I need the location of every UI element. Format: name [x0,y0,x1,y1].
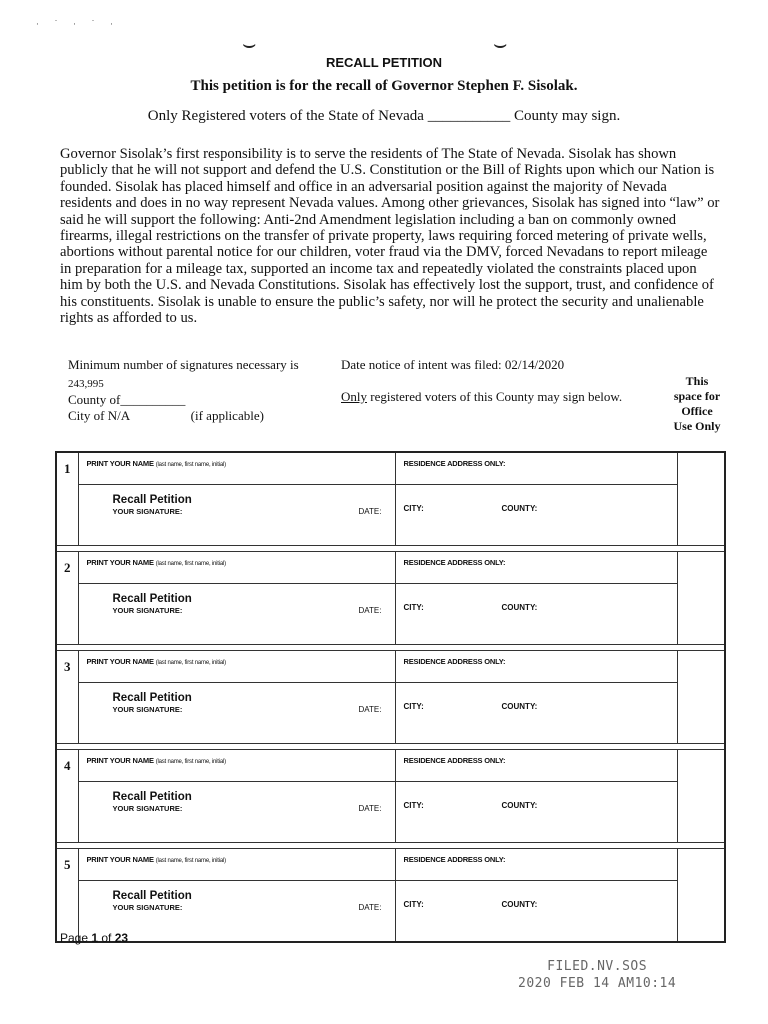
residence-label: RESIDENCE ADDRESS ONLY: [403,459,506,468]
your-signature-label: YOUR SIGNATURE: [112,903,183,912]
if-applicable-note: (if applicable) [190,408,264,423]
office-use-cell [677,750,725,843]
your-signature-label: YOUR SIGNATURE: [112,705,183,714]
print-name-field[interactable] [78,750,395,782]
signature-field[interactable] [78,485,395,546]
signature-entry-body [56,782,725,843]
stamp-line-2: 2020 FEB 14 AM10:14 [518,976,677,991]
city-label: CITY: [403,504,424,513]
scan-specks: · ˙ · ˙ · [36,20,120,30]
print-name-label: PRINT YOUR NAME [86,855,154,864]
print-name-hint: (last name, first name, initial) [155,660,226,666]
print-name-label-wrap [79,651,395,666]
county-label: COUNTY: [501,504,538,513]
print-name-label-wrap [79,750,395,765]
city-field: City of N/A [68,408,130,423]
signature-field[interactable] [78,683,395,744]
only-emphasis: Only [341,389,367,404]
city-label: CITY: [403,603,424,612]
residence-label: RESIDENCE ADDRESS ONLY: [403,558,506,567]
signature-entry-body [56,584,725,645]
signature-entry-header [56,552,725,584]
page-total: 23 [114,931,129,945]
petition-title: RECALL PETITION [325,55,443,70]
residence-address-field[interactable] [395,552,677,584]
city-label: CITY: [403,900,424,909]
residence-address-field[interactable] [395,452,677,485]
office-use-cell [677,452,725,546]
date-filed: Date notice of intent was filed: 02/14/2020 [341,357,565,372]
scan-mark-right: ⌣ [493,32,508,57]
city-label: CITY: [403,702,424,711]
print-name-label-wrap [79,849,395,864]
office-use-cell [677,552,725,645]
residence-label: RESIDENCE ADDRESS ONLY: [403,855,506,864]
city-county-field[interactable] [395,584,677,645]
page-of: of [98,931,115,945]
print-name-field[interactable] [78,452,395,485]
min-signatures-value: 243,995 [68,378,104,390]
your-signature-label: YOUR SIGNATURE: [112,606,183,615]
print-name-field[interactable] [78,849,395,881]
office-use-line: This [685,374,709,388]
print-name-hint: (last name, first name, initial) [155,462,226,468]
office-use-cell [677,849,725,943]
office-use-line: Office [681,404,713,418]
registered-voters-note [341,389,651,405]
recall-petition-label: Recall Petition [112,593,192,605]
signature-entry-header [56,452,725,485]
office-use-cell [677,651,725,744]
print-name-hint: (last name, first name, initial) [155,561,226,567]
city-county-field[interactable] [395,881,677,943]
office-use-line: space for [673,389,721,403]
petition-subtitle: This petition is for the recall of Governor Stephen F. Sisolak. [190,78,578,94]
print-name-field[interactable] [78,552,395,584]
residence-label: RESIDENCE ADDRESS ONLY: [403,756,506,765]
signature-entry-header [56,651,725,683]
signature-field[interactable] [78,782,395,843]
page-prefix: Page [60,931,92,945]
city-row [68,408,328,424]
office-use-line: Use Only [673,419,721,433]
scan-mark-left: ⌣ [242,32,257,57]
print-name-label-wrap [79,453,395,468]
recall-petition-label: Recall Petition [112,890,192,902]
date-label: DATE: [358,705,382,714]
county-label: COUNTY: [501,801,538,810]
city-county-field[interactable] [395,782,677,843]
entry-number: 5 [56,849,78,943]
page-number [60,931,128,945]
county-label: COUNTY: [501,702,538,711]
residence-address-field[interactable] [395,651,677,683]
city-county-field[interactable] [395,485,677,546]
your-signature-label: YOUR SIGNATURE: [112,804,183,813]
signature-entry-body [56,485,725,546]
date-label: DATE: [358,507,382,516]
residence-address-field[interactable] [395,750,677,782]
signature-requirements [68,357,328,424]
recall-petition-label: Recall Petition [112,692,192,704]
county-field: County of__________ [68,392,186,407]
city-county-field[interactable] [395,683,677,744]
city-label: CITY: [403,801,424,810]
your-signature-label: YOUR SIGNATURE: [112,507,183,516]
entry-number: 3 [56,651,78,744]
filing-stamp [518,958,676,992]
signature-field[interactable] [78,584,395,645]
county-label: COUNTY: [501,603,538,612]
office-use-note [668,374,726,434]
entry-number: 4 [56,750,78,843]
print-name-field[interactable] [78,651,395,683]
date-label: DATE: [358,903,382,912]
entry-number: 2 [56,552,78,645]
residence-address-field[interactable] [395,849,677,881]
print-name-label: PRINT YOUR NAME [86,558,154,567]
signature-entry-body [56,881,725,943]
date-label: DATE: [358,606,382,615]
recall-petition-label: Recall Petition [112,494,192,506]
signature-entry-header [56,750,725,782]
registered-voters-text: registered voters of this County may sign below. [367,389,623,404]
signature-entry-body [56,683,725,744]
entry-number: 1 [56,452,78,546]
signature-entry-header [56,849,725,881]
signature-table [55,451,726,943]
print-name-label-wrap [79,552,395,567]
recall-petition-label: Recall Petition [112,791,192,803]
filing-info [341,357,651,405]
residence-label: RESIDENCE ADDRESS ONLY: [403,657,506,666]
print-name-label: PRINT YOUR NAME [86,657,154,666]
page-current: 1 [91,931,99,945]
county-label: COUNTY: [501,900,538,909]
stamp-line-1: FILED.NV.SOS [547,959,648,974]
min-signatures-label: Minimum number of signatures necessary is [68,357,299,372]
petition-statement: Governor Sisolak’s first responsibility is to serve the residents of The State of Nevada. Sisolak has shown publicly that he will not support and defend the U.S. Constitution or the Bill of Rights upon which our Nation is founded. Sisolak has placed himself and office in an adversarial position against the majority of Nevada residents and does in no way represent Nevada values. Among other grievances, Sisolak has signed into “law” or said he will support the following: Anti-2nd Amendment legislation including a ban on commonly owned firearms, illegal restrictions on the transfer of private property, laws requiring forced metering of private wells, abortions without parental notice for our children, voter fraud via the DMV, forced Nevadans to report mileage in preparation for a mileage tax, supported an income tax and repeatedly violated the constraints placed upon him by both the U.S. and Nevada Constitutions. Sisolak has effectively lost the support, trust, and confidence of his constituents. Sisolak is unable to ensure the public’s safety, nor will he protect the security and unalienable rights as afforded to us. [60,146,720,327]
print-name-hint: (last name, first name, initial) [155,858,226,864]
print-name-label: PRINT YOUR NAME [86,459,154,468]
date-label: DATE: [358,804,382,813]
voters-eligibility-line: Only Registered voters of the State of Nevada ___________ County may sign. [147,108,621,124]
print-name-label: PRINT YOUR NAME [86,756,154,765]
print-name-hint: (last name, first name, initial) [155,759,226,765]
